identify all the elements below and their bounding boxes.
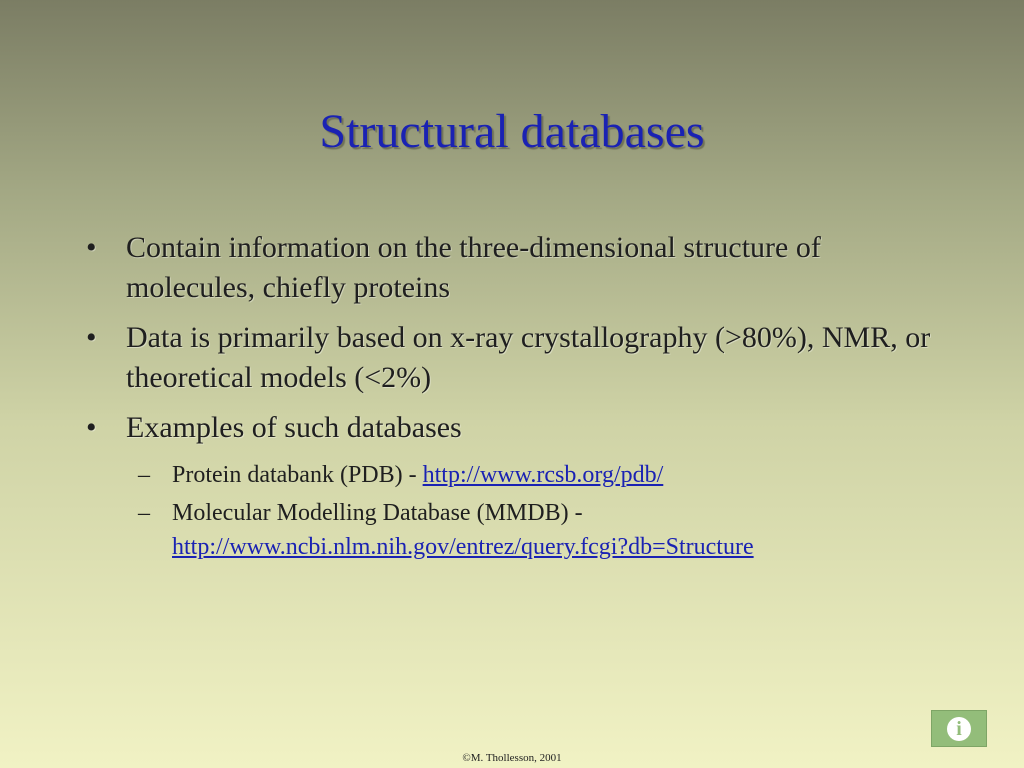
copyright-footer: ©M. Thollesson, 2001: [462, 752, 562, 764]
sub-bullet-text: Protein databank (PDB) -: [172, 462, 423, 488]
bullet-mark: •: [86, 411, 97, 444]
bullet-text: Examples of such databases: [126, 411, 462, 444]
info-button[interactable]: [931, 710, 987, 747]
sub-bullet-text: Molecular Modelling Database (MMDB) -: [172, 500, 583, 526]
bullet-item: [84, 228, 944, 308]
bullet-mark: •: [86, 231, 97, 264]
pdb-link[interactable]: http://www.rcsb.org/pdb/: [422, 462, 664, 488]
bullet-text: Contain information on the three-dimensional structure of molecules, chiefly proteins: [126, 231, 821, 304]
sub-bullet-mark: –: [138, 462, 150, 488]
info-icon: i: [947, 717, 971, 741]
sub-bullet-item: [126, 458, 944, 492]
bullet-mark: •: [86, 321, 97, 354]
bullet-list: [84, 228, 944, 568]
slide-title: Structural databases: [319, 105, 705, 158]
sub-bullet-item: [126, 496, 944, 564]
mmdb-link[interactable]: http://www.ncbi.nlm.nih.gov/entrez/query.fcgi?db=Structure: [172, 534, 754, 560]
bullet-item: [84, 408, 944, 448]
bullet-item: [84, 318, 944, 398]
bullet-text: Data is primarily based on x-ray crystallography (>80%), NMR, or theoretical models (<2%): [126, 321, 931, 394]
sub-bullet-mark: –: [138, 500, 150, 526]
